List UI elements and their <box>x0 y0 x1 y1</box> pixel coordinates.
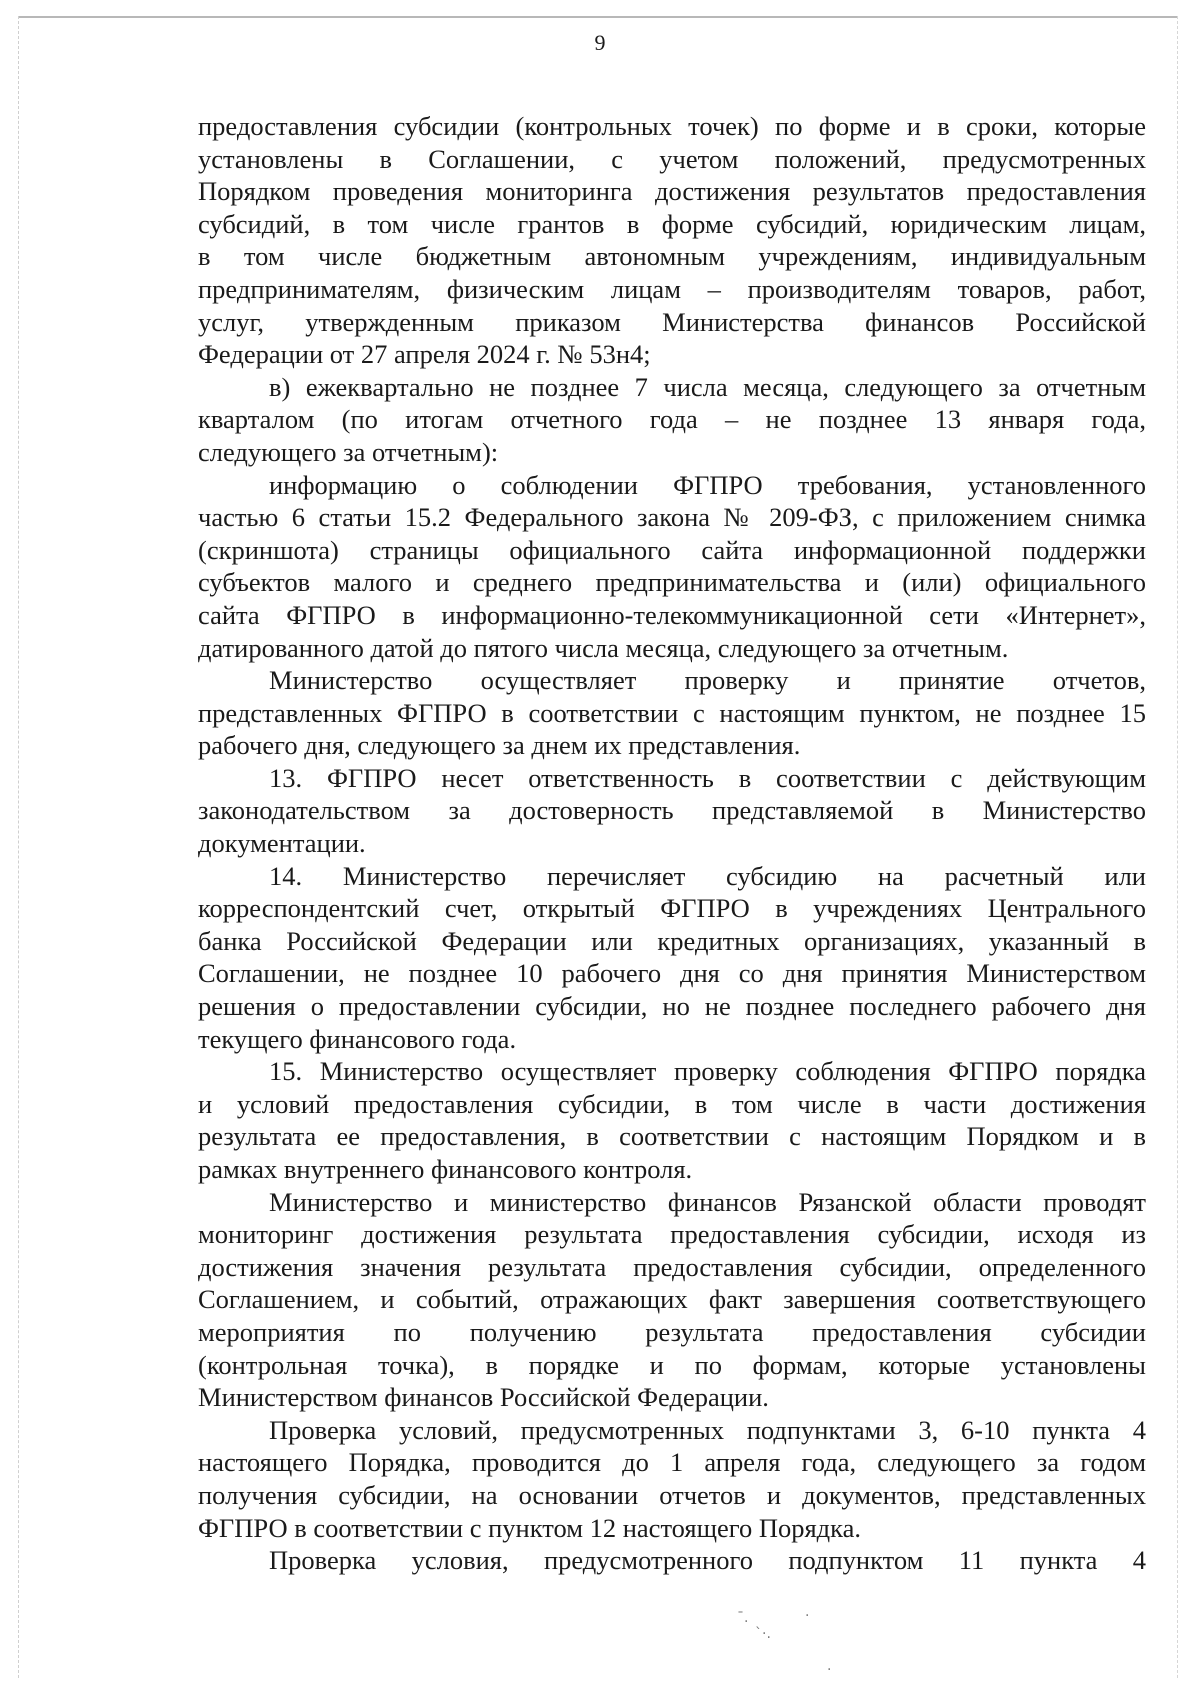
text-line: банка Российской Федерации или кредитных организациях, указанный в <box>198 925 1146 956</box>
text-line: мероприятия по получению результата предоставления субсидии <box>198 1316 1146 1347</box>
text-line: в) ежеквартально не позднее 7 числа месяца, следующего за отчетным <box>269 371 1146 402</box>
text-line: 15. Министерство осуществляет проверку соблюдения ФГПРО порядка <box>269 1056 1146 1087</box>
text-line: корреспондентский счет, открытый ФГПРО в учреждениях Центрального <box>198 893 1146 924</box>
text-line: 13. ФГПРО несет ответственность в соответствии с действующим <box>269 762 1146 793</box>
document-body <box>198 110 1146 1577</box>
text-line: Министерством финансов Российской Федерации. <box>198 1382 769 1413</box>
text-line: законодательством за достоверность представляемой в Министерство <box>198 795 1146 826</box>
text-line: Соглашением, и событий, отражающих факт завершения соответствующего <box>198 1284 1146 1315</box>
page-number: 9 <box>594 30 606 55</box>
text-line: установлены в Соглашении, с учетом положений, предусмотренных <box>198 143 1146 174</box>
text-line: Министерство и министерство финансов Рязанской области проводят <box>269 1186 1146 1217</box>
text-line: результата ее предоставления, в соответствии с настоящим Порядком и в <box>198 1121 1146 1152</box>
text-line: решения о предоставлении субсидии, но не позднее последнего рабочего дня <box>198 991 1146 1022</box>
text-line: (контрольная точка), в порядке и по формам, которые установлены <box>198 1349 1146 1380</box>
text-line: информацию о соблюдении ФГПРО требования, установленного <box>269 469 1146 500</box>
text-line: достижения значения результата предоставления субсидии, определенного <box>198 1251 1146 1282</box>
text-line: следующего за отчетным): <box>198 436 499 467</box>
scan-speck: `·. <box>755 1626 771 1642</box>
text-line: ФГПРО в соответствии с пунктом 12 настоящего Порядка. <box>198 1512 862 1543</box>
text-line: (скриншота) страницы официального сайта информационной поддержки <box>198 534 1146 565</box>
scan-speck: · <box>805 1608 810 1624</box>
paragraph <box>198 1414 1146 1544</box>
text-line: Порядком проведения мониторинга достижения результатов предоставления <box>198 176 1146 207</box>
text-line: частью 6 статьи 15.2 Федерального закона № 209-ФЗ, с приложением снимка <box>198 502 1146 533</box>
paragraph <box>198 110 1146 371</box>
text-line: настоящего Порядка, проводится до 1 апреля года, следующего за годом <box>198 1447 1146 1478</box>
scan-border-top <box>18 16 1178 18</box>
paragraph <box>198 664 1146 762</box>
paragraph <box>198 469 1146 665</box>
text-line: Проверка условия, предусмотренного подпунктом 11 пункта 4 <box>269 1545 1146 1576</box>
text-line: Федерации от 27 апреля 2024 г. № 53н4; <box>198 339 651 370</box>
text-line: рабочего дня, следующего за днем их представления. <box>198 730 801 761</box>
text-line: Министерство осуществляет проверку и принятие отчетов, <box>269 665 1146 696</box>
text-line: текущего финансового года. <box>198 1023 517 1054</box>
text-line: сайта ФГПРО в информационно-телекоммуникационной сети «Интернет», <box>198 599 1146 630</box>
text-line: в том числе бюджетным автономным учреждениям, индивидуальным <box>198 241 1146 272</box>
text-line: Проверка условий, предусмотренных подпунктами 3, 6-10 пункта 4 <box>269 1414 1146 1445</box>
text-line: кварталом (по итогам отчетного года – не позднее 13 января года, <box>198 404 1146 435</box>
text-line: услуг, утвержденным приказом Министерства финансов Российской <box>198 306 1146 337</box>
text-line: 14. Министерство перечисляет субсидию на расчетный или <box>269 860 1146 891</box>
paragraph <box>198 1055 1146 1185</box>
text-line: предоставления субсидии (контрольных точек) по форме и в сроки, которые <box>198 111 1146 141</box>
text-line: документации. <box>198 828 366 859</box>
text-line: Соглашении, не позднее 10 рабочего дня со дня принятия Министерством <box>198 958 1146 989</box>
paragraph <box>198 371 1146 469</box>
text-line: предпринимателям, физическим лицам – производителям товаров, работ, <box>198 273 1146 304</box>
text-line: мониторинг достижения результата предоставления субсидии, исходя из <box>198 1219 1146 1250</box>
scan-speck: · <box>827 1662 832 1678</box>
text-line: субсидий, в том числе грантов в форме субсидий, юридическим лицам, <box>198 208 1146 239</box>
text-line: рамках внутреннего финансового контроля. <box>198 1154 693 1184</box>
scan-border-right <box>1177 16 1178 1678</box>
scan-border-left <box>18 16 19 1678</box>
paragraph <box>198 1544 1146 1577</box>
paragraph <box>198 762 1146 860</box>
paragraph <box>198 860 1146 1056</box>
text-line: датированного датой до пятого числа месяца, следующего за отчетным. <box>198 632 1009 663</box>
text-line: и условий предоставления субсидии, в том числе в части достижения <box>198 1088 1146 1119</box>
text-line: получения субсидии, на основании отчетов и документов, представленных <box>198 1479 1146 1510</box>
paragraph <box>198 1186 1146 1414</box>
text-line: субъектов малого и среднего предпринимательства и (или) официального <box>198 567 1146 598</box>
scan-speck: ˉ. <box>737 1610 749 1626</box>
text-line: представленных ФГПРО в соответствии с настоящим пунктом, не позднее 15 <box>198 697 1146 728</box>
